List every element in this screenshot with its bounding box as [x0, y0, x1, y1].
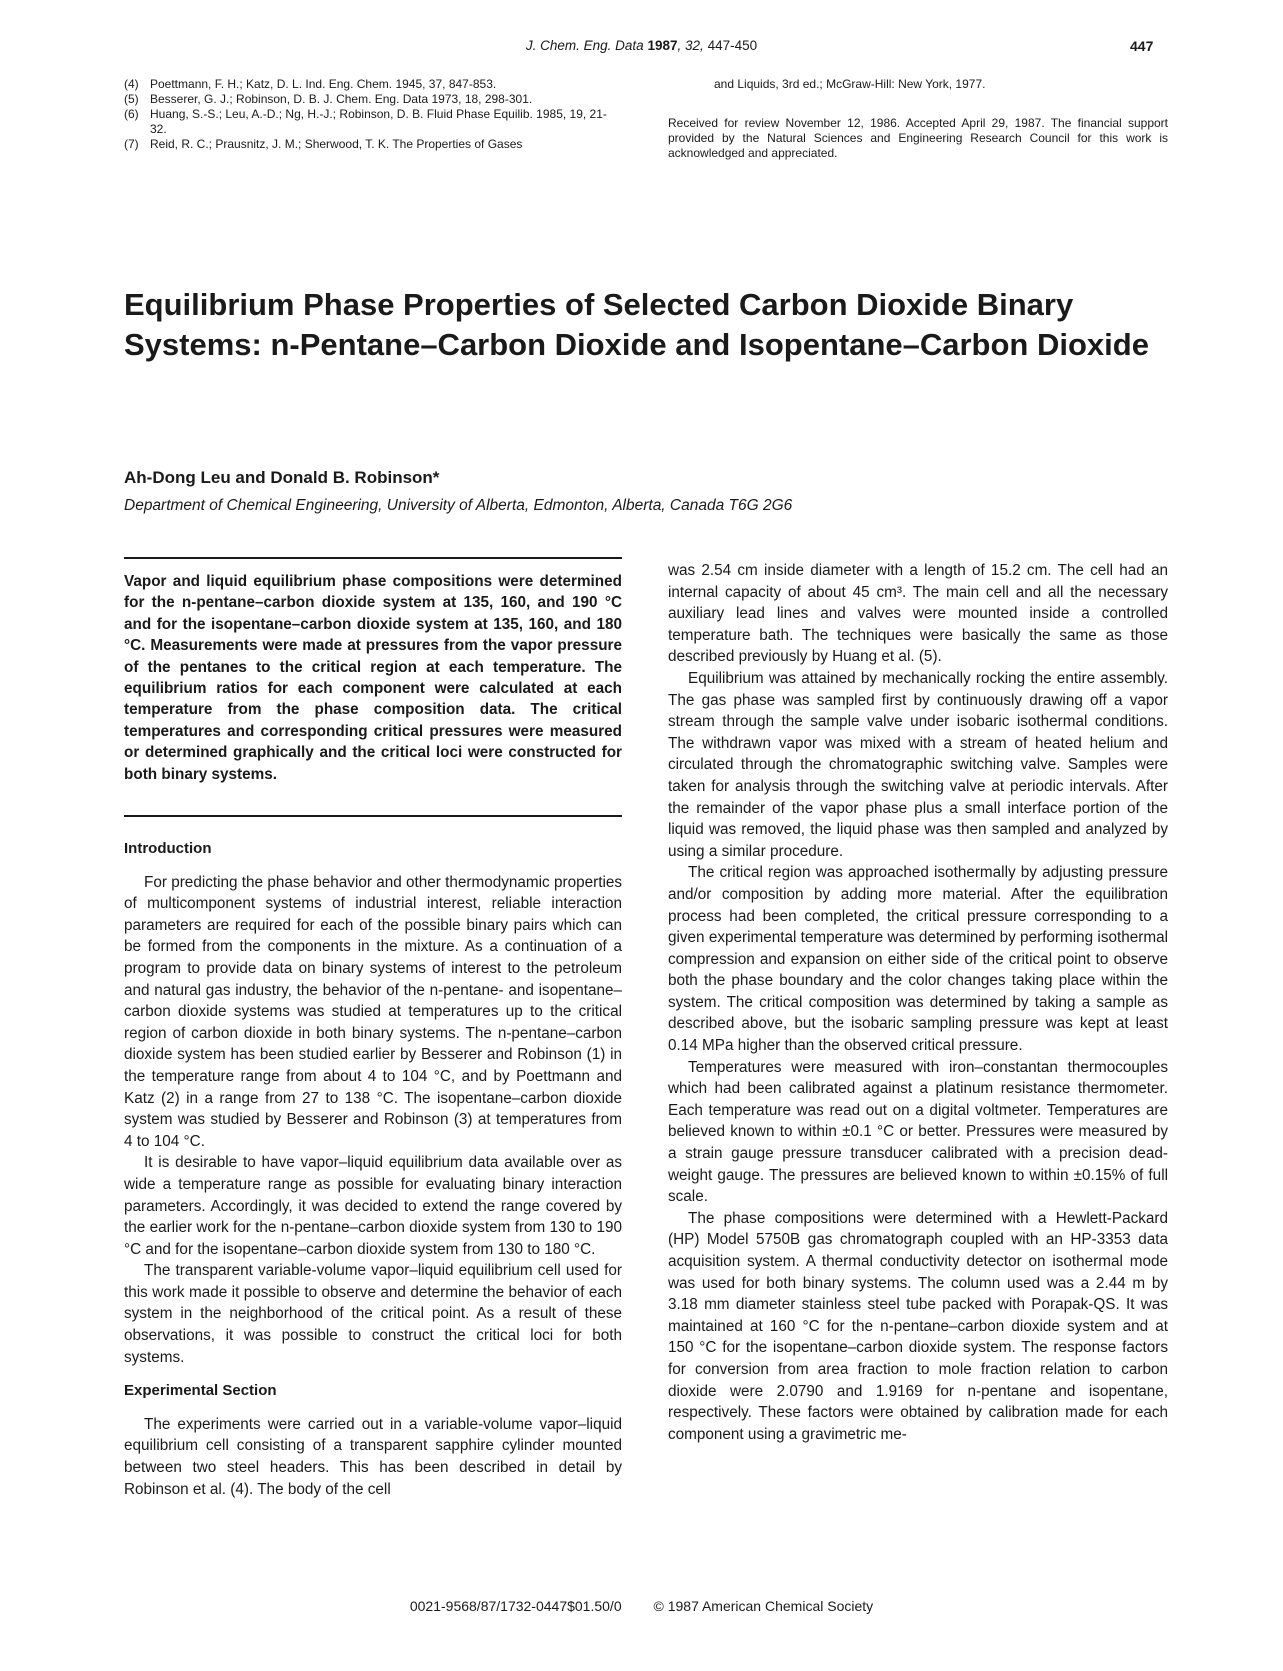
- paragraph: The experiments were carried out in a variable-volume vapor–liquid equilibrium cell consisting of a transparent sapphire cylinder mounted between two steel headers. This has been described in detail by Robinson et al. (4). The body of the cell: [124, 1415, 622, 1498]
- references-left: [124, 77, 622, 152]
- abstract-top-rule: [124, 557, 622, 559]
- section-heading-experimental: Experimental Section: [124, 1382, 277, 1400]
- section-heading-introduction: Introduction: [124, 840, 212, 857]
- article-affiliation: Department of Chemical Engineering, University of Alberta, Edmonton, Alberta, Canada T6G 2G6: [124, 497, 793, 514]
- abstract: Vapor and liquid equilibrium phase compositions were determined for the n-pentane–carbon dioxide system at 135, 160, and 190 °C and for the isopentane–carbon dioxide system at 135, 160, and 180 °C. Measurements were made at pressures from the vapor pressure of the pentanes to the critical region at each temperature. The equilibrium ratios for each component were calculated at each temperature from the phase composition data. The critical temperatures and corresponding critical pressures were measured or determined graphically and the critical loci were constructed for both binary systems.: [124, 573, 622, 783]
- received-note: Received for review November 12, 1986. Accepted April 29, 1987. The financial support provided by the Natural Sciences and Engineering Research Council for this work is acknowledged and appreciated.: [668, 116, 1168, 160]
- paragraph: The critical region was approached isothermally by adjusting pressure and/or composition by adding more material. After the equilibration process had been completed, the critical pressure corresponding to a given experimental temperature was determined by performing isothermal compression and expansion on either side of the critical point to observe both the phase boundary and the color changes taking place within the system. The critical composition was determined by taking a sample as described above, but the isobaric sampling pressure was kept at least 0.14 MPa higher than the observed critical pressure.: [668, 864, 1168, 1055]
- reference-continuation: and Liquids, 3rd ed.; McGraw-Hill: New York, 1977.: [714, 77, 986, 91]
- paragraph: The phase compositions were determined with a Hewlett-Packard (HP) Model 5750B gas chromatograph coupled with an HP-3353 data acquisition system. A thermal conductivity detector on isothermal mode was used for both binary systems. The column used was a 2.44 m by 3.18 mm diameter stainless steel tube packed with Porapak-QS. It was maintained at 160 °C for the n-pentane–carbon dioxide system and at 150 °C for the isopentane–carbon dioxide system. The response factors for conversion from area fraction to mole fraction relation to carbon dioxide were 2.0790 and 1.9169 for n-pentane and isopentane, respectively. These factors were obtained by calibration made for each component using a gravimetric me-: [668, 1209, 1168, 1443]
- paragraph: The transparent variable-volume vapor–liquid equilibrium cell used for this work made it possible to observe and determine the behavior of each system in the neighborhood of the critical point. As a result of these observations, it was possible to construct the critical loci for both systems.: [124, 1262, 622, 1366]
- article-authors: Ah-Dong Leu and Donald B. Robinson*: [124, 468, 440, 487]
- references-right: [668, 77, 1168, 161]
- abstract-bottom-rule: [124, 815, 622, 817]
- running-head: J. Chem. Eng. Data 1987, 32, 447-450: [525, 38, 758, 53]
- paragraph: Equilibrium was attained by mechanically rocking the entire assembly. The gas phase was sampled first by continuously drawing off a vapor stream through the sample valve under isobaric isothermal conditions. The withdrawn vapor was mixed with a stream of heated helium and circulated through the chromatographic switching valve. Samples were taken for analysis through the switching valve at periodic intervals. After the remainder of the vapor phase plus a small interface portion of the liquid was removed, the liquid phase was then sampled and analyzed by using a similar procedure.: [668, 669, 1168, 860]
- paragraph: was 2.54 cm inside diameter with a length of 15.2 cm. The cell had an internal capacity of about 45 cm³. The main cell and all the necessary auxiliary lead lines and valves were mounted inside a controlled temperature bath. The techniques were basically the same as those described previously by Huang et al. (5).: [668, 562, 1168, 666]
- right-column: [668, 560, 1168, 1445]
- page-footer: [0, 1598, 1283, 1614]
- article-title: Equilibrium Phase Properties of Selected Carbon Dioxide Binary Systems: n-Pentane–Carbon Dioxide and Isopentane–Carbon Dioxide: [124, 287, 1149, 362]
- journal-volume: 32: [685, 38, 701, 53]
- reference-item: (5) Besserer, G. J.; Robinson, D. B. J. Chem. Eng. Data 1973, 18, 298-301.: [124, 92, 533, 106]
- journal-name: J. Chem. Eng. Data: [525, 38, 644, 53]
- footer-code: 0021-9568/87/1732-0447$01.50/0: [409, 1598, 622, 1614]
- journal-year: 1987: [647, 38, 678, 53]
- reference-item: (7) Reid, R. C.; Prausnitz, J. M.; Sherwood, T. K. The Properties of Gases: [124, 137, 523, 151]
- footer-copyright: © 1987 American Chemical Society: [653, 1598, 874, 1614]
- paragraph: Temperatures were measured with iron–constantan thermocouples which had been calibrated against a platinum resistance thermometer. Each temperature was read out on a digital voltmeter. Temperatures are believed known to within ±0.1 °C or better. Pressures were measured by a strain gauge pressure transducer calibrated with a precision dead-weight gauge. The pressures are believed known to within ±0.15% of full scale.: [668, 1058, 1168, 1206]
- journal-pages: 447-450: [707, 38, 758, 53]
- reference-item: (6) Huang, S.-S.; Leu, A.-D.; Ng, H.-J.; Robinson, D. B. Fluid Phase Equilib. 1985, 19, 21-32.: [124, 107, 607, 136]
- reference-item: (4) Poettmann, F. H.; Katz, D. L. Ind. Eng. Chem. 1945, 37, 847-853.: [124, 77, 497, 91]
- page-number: 447: [1130, 38, 1154, 54]
- left-column: [124, 838, 622, 1500]
- paragraph: It is desirable to have vapor–liquid equilibrium data available over as wide a temperature range as possible for evaluating binary interaction parameters. Accordingly, it was decided to extend the range covered by the earlier work for the n-pentane–carbon dioxide system from 130 to 190 °C and for the isopentane–carbon dioxide system from 130 to 180 °C.: [124, 1154, 622, 1258]
- paragraph: For predicting the phase behavior and other thermodynamic properties of multicomponent systems of industrial interest, reliable interaction parameters are required for each of the possible binary pairs which can be formed from the components in the mixture. As a continuation of a program to provide data on binary systems of interest to the petroleum and natural gas industry, the behavior of the n-pentane- and isopentane–carbon dioxide systems was studied at temperatures up to the critical region of carbon dioxide in both binary systems. The n-pentane–carbon dioxide system has been studied earlier by Besserer and Robinson (1) in the temperature range from about 4 to 104 °C, and by Poettmann and Katz (2) in a range from 27 to 138 °C. The isopentane–carbon dioxide system was studied by Besserer and Robinson (3) at temperatures from 4 to 104 °C.: [124, 873, 622, 1150]
